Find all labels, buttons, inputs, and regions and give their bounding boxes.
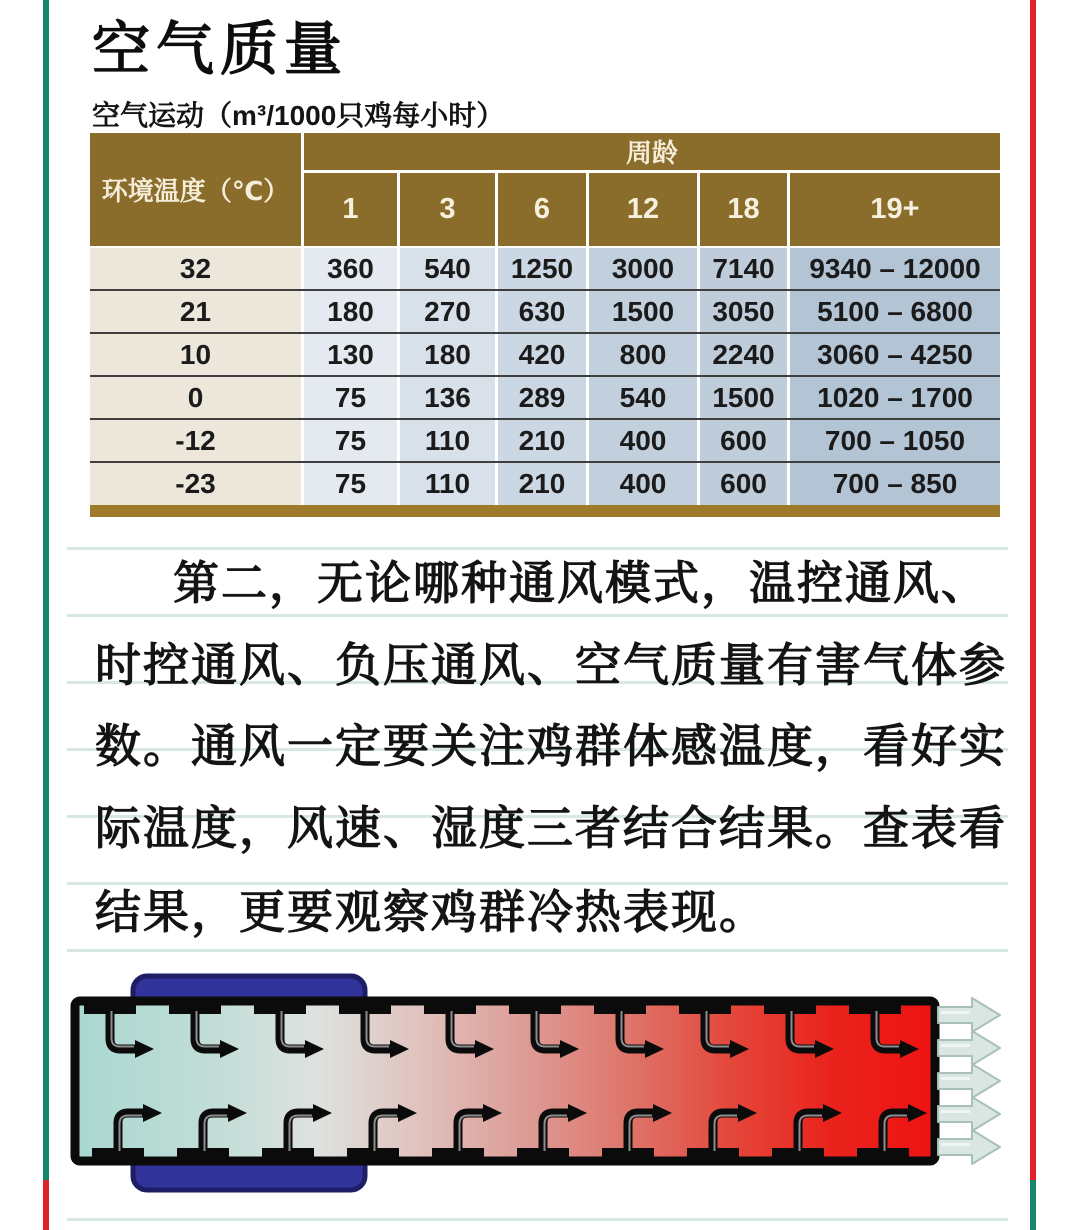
left-accent-line [43,0,49,1230]
value-cell: 130 [304,334,400,375]
exhaust-arrow-icon [938,1097,1000,1131]
value-cell: 136 [400,377,498,418]
right-accent-line [1030,0,1036,1230]
table-caption: 空气运动（m³/1000只鸡每小时） [92,100,505,131]
table-row [90,334,1000,377]
table-header [90,133,1000,246]
paragraph-line: 时控通风、负压通风、空气质量有害气体参 [95,639,1007,691]
temp-cell: -12 [90,420,304,461]
age-col-header: 19+ [790,173,1000,246]
value-cell: 7140 [700,248,790,289]
value-cell: 630 [498,291,589,332]
value-cell: 210 [498,463,589,505]
ruled-line [67,1218,1008,1221]
table-row [90,463,1000,505]
age-col-header: 1 [304,173,400,246]
value-cell: 180 [400,334,498,375]
table-row [90,291,1000,334]
value-cell: 110 [400,463,498,505]
age-col-header: 18 [700,173,790,246]
age-columns-row [304,173,1000,246]
table-row [90,248,1000,291]
value-cell: 75 [304,377,400,418]
value-cell: 600 [700,420,790,461]
table-row [90,377,1000,420]
value-cell: 5100 – 6800 [790,291,1000,332]
air-movement-table [90,133,1000,517]
temp-cell: 0 [90,377,304,418]
value-cell: 3000 [589,248,700,289]
table-body [90,248,1000,505]
exhaust-arrow-icon [938,1130,1000,1164]
temp-cell: 21 [90,291,304,332]
temp-cell: 10 [90,334,304,375]
age-col-header: 6 [498,173,589,246]
value-cell: 1500 [700,377,790,418]
age-header-group [304,133,1000,246]
paragraph-line: 际温度，风速、湿度三者结合结果。查表看 [95,802,1007,854]
value-cell: 3060 – 4250 [790,334,1000,375]
table-bottom-bar [90,505,1000,517]
ruled-line [67,547,1008,550]
col-group-header-age: 周龄 [304,133,1000,173]
value-cell: 540 [589,377,700,418]
value-cell: 700 – 1050 [790,420,1000,461]
value-cell: 400 [589,420,700,461]
age-col-header: 3 [400,173,498,246]
age-col-header: 12 [589,173,700,246]
value-cell: 270 [400,291,498,332]
value-cell: 210 [498,420,589,461]
paragraph-line: 数。通风一定要关注鸡群体感温度，看好实 [95,720,1007,772]
value-cell: 400 [589,463,700,505]
exhaust-arrow-icon [938,1031,1000,1065]
paragraph-line: 第二，无论哪种通风模式，温控通风、 [173,557,989,609]
value-cell: 2240 [700,334,790,375]
value-cell: 600 [700,463,790,505]
page-title: 空气质量 [92,17,349,82]
value-cell: 540 [400,248,498,289]
value-cell: 700 – 850 [790,463,1000,505]
ruled-line [67,882,1008,885]
value-cell: 1250 [498,248,589,289]
value-cell: 420 [498,334,589,375]
exhaust-arrow-icon [938,998,1000,1032]
value-cell: 110 [400,420,498,461]
col-header-ambient-temp: 环境温度（℃） [90,133,304,246]
ventilation-diagram [60,958,1010,1213]
value-cell: 360 [304,248,400,289]
value-cell: 3050 [700,291,790,332]
temp-cell: -23 [90,463,304,505]
value-cell: 180 [304,291,400,332]
ruled-line [67,949,1008,952]
value-cell: 1500 [589,291,700,332]
value-cell: 9340 – 12000 [790,248,1000,289]
paragraph-line: 结果，更要观察鸡群冷热表现。 [95,886,767,938]
ruled-line [67,614,1008,617]
value-cell: 75 [304,420,400,461]
value-cell: 1020 – 1700 [790,377,1000,418]
temp-cell: 32 [90,248,304,289]
value-cell: 289 [498,377,589,418]
table-row [90,420,1000,463]
value-cell: 800 [589,334,700,375]
exhaust-arrow-icon [938,1064,1000,1098]
value-cell: 75 [304,463,400,505]
